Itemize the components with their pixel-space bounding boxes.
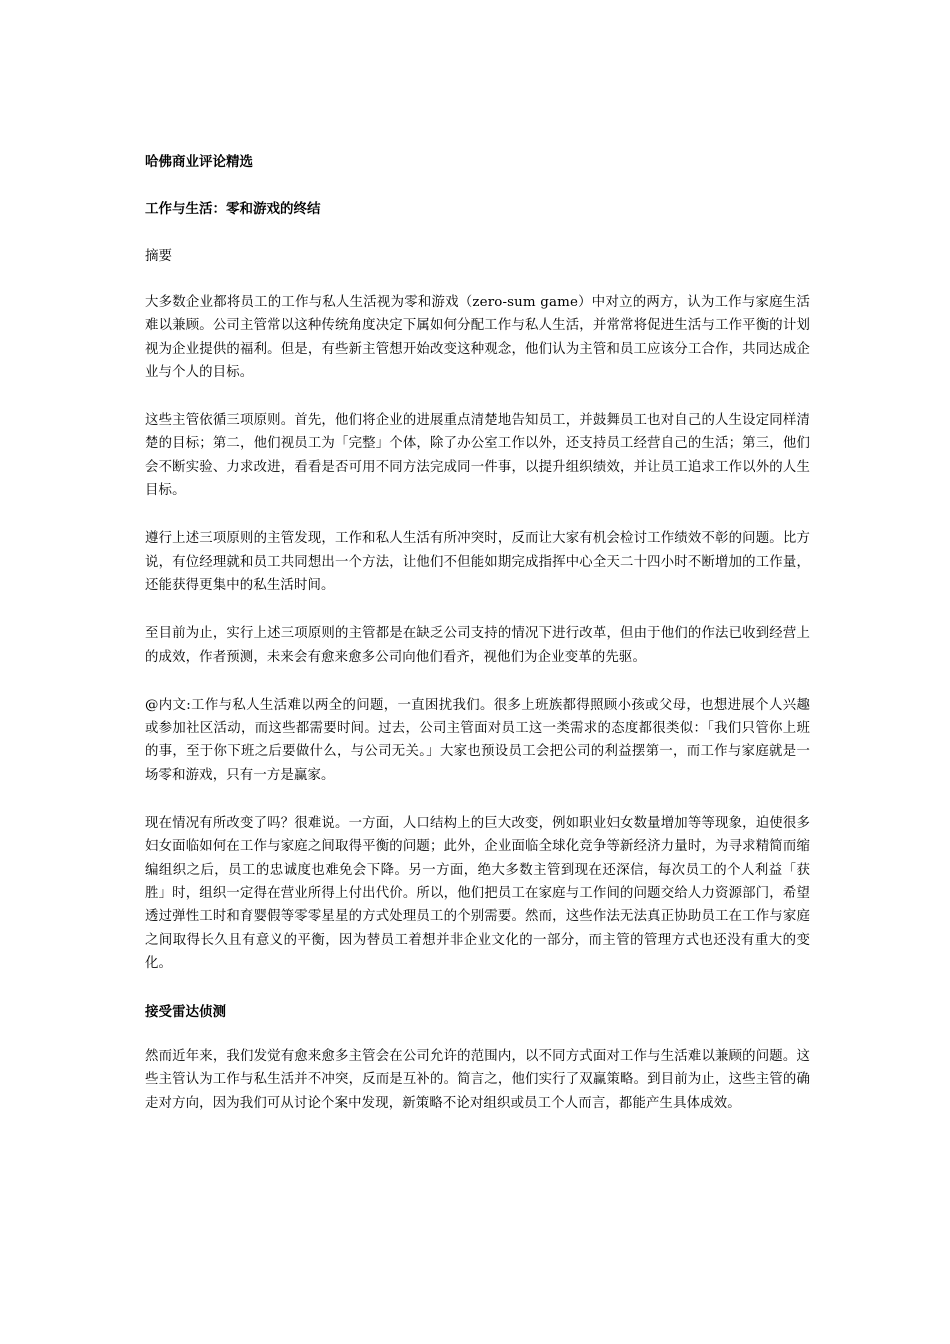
- current-situation-paragraph: 现在情况有所改变了吗？很难说。一方面，人口结构上的巨大改变，例如职业妇女数量增加等等现象，迫使很多妇女面临如何在工作与家庭之间取得平衡的问题；此外，企业面临全球化竞争等新经济力量时，为寻求精简而缩编组织之后，员工的忠诚度也难免会下降。另一方面，绝大多数主管到现在还深信，每次员工的个人利益「获胜」时，组织一定得在营业所得上付出代价。所以，他们把员工在家庭与工作间的问题交给人力资源部门，希望透过弹性工时和育婴假等零零星星的方式处理员工的个别需要。然而，这些作法无法真正协助员工在工作与家庭之间取得长久且有意义的平衡，因为替员工着想并非企业文化的一部分，而主管的管理方式也还没有重大的变化。: [145, 816, 810, 971]
- abstract-paragraph: 大多数企业都将员工的工作与私人生活视为零和游戏（zero-sum game）中对立的两方，认为工作与家庭生活难以兼顾。公司主管常以这种传统角度决定下属如何分配工作与私人生活，并常常将促进生活与工作平衡的计划视为企业提供的福利。但是，有些新主管想开始改变这种观念，他们认为主管和员工应该分工合作，共同达成企业与个人的目标。: [145, 295, 810, 380]
- prediction-paragraph: 至目前为止，实行上述三项原则的主管都是在缺乏公司支持的情况下进行改革，但由于他们的作法已收到经营上的成效，作者预测，未来会有愈来愈多公司向他们看齐，视他们为企业变革的先驱。: [145, 626, 810, 665]
- document-page: [145, 150, 810, 1140]
- section-paragraph: 然而近年来，我们发觉有愈来愈多主管会在公司允许的范围内，以不同方式面对工作与生活难以兼顾的问题。这些主管认为工作与私生活并不冲突，反而是互补的。简言之，他们实行了双赢策略。到目前为止，这些主管的确走对方向，因为我们可从讨论个案中发现，新策略不论对组织或员工个人而言，都能产生具体成效。: [145, 1049, 810, 1111]
- principles-paragraph: 这些主管依循三项原则。首先，他们将企业的进展重点清楚地告知员工，并鼓舞员工也对自己的人生设定同样清楚的目标；第二，他们视员工为「完整」个体，除了办公室工作以外，还支持员工经营自己的生活；第三，他们会不断实验、力求改进，看看是否可用不同方法完成同一件事，以提升组织绩效，并让员工追求工作以外的人生目标。: [145, 413, 810, 499]
- findings-paragraph: 遵行上述三项原则的主管发现，工作和私人生活有所冲突时，反而让大家有机会检讨工作绩效不彰的问题。比方说，有位经理就和员工共同想出一个方法，让他们不但能如期完成指挥中心全天二十四小时不断增加的工作量，还能获得更集中的私生活时间。: [145, 531, 810, 593]
- article-title: 工作与生活：零和游戏的终结: [145, 201, 321, 217]
- section-heading: 接受雷达侦测: [145, 1004, 226, 1021]
- abstract-label: 摘要: [145, 248, 172, 264]
- source-title: 哈佛商业评论精选: [145, 154, 253, 170]
- body-intro-paragraph: @内文:工作与私人生活难以两全的问题，一直困扰我们。很多上班族都得照顾小孩或父母，也想进展个人兴趣或参加社区活动，而这些都需要时间。过去，公司主管面对员工这一类需求的态度都很类似：「我们只管你上班的事，至于你下班之后要做什么，与公司无关。」大家也预设员工会把公司的利益摆第一，而工作与家庭就是一场零和游戏，只有一方是赢家。: [145, 697, 810, 783]
